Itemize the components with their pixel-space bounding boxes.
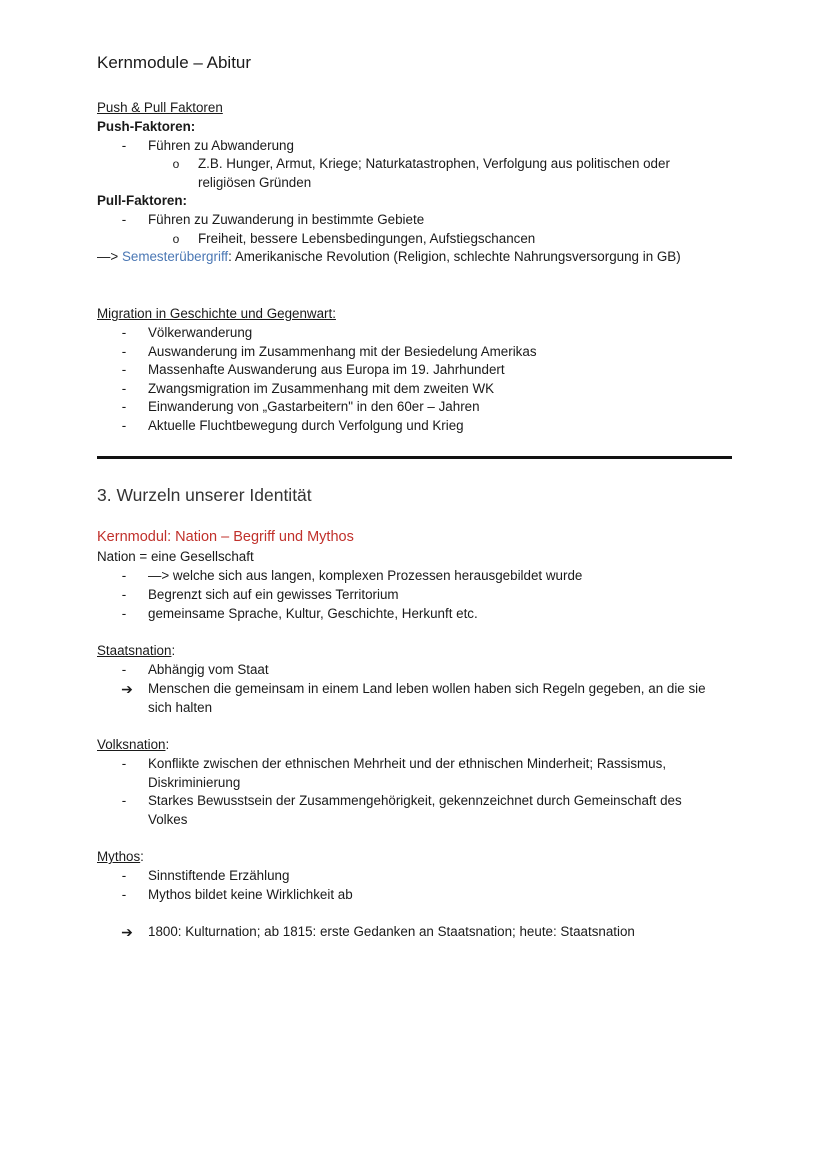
- list-item: Sinnstiftende Erzählung: [148, 868, 290, 883]
- cross-link: Semesterübergriff: [121, 249, 229, 264]
- list-item: Mythos bildet keine Wirklichkeit ab: [148, 887, 353, 902]
- list-item: Völkerwanderung: [148, 325, 253, 340]
- module-heading: Kernmodul: Nation – Begriff und Mythos: [97, 529, 354, 545]
- volksnation-item-1-line-1: Konflikte zwischen der ethnischen Mehrheit und der ethnischen Minderheit; Rassismus,: [148, 756, 667, 771]
- bullet-dash: -: [121, 662, 127, 677]
- push-sub-line-2: religiösen Gründen: [198, 175, 312, 190]
- bullet-dash: -: [121, 587, 127, 602]
- arrow-icon: ➔: [121, 681, 133, 697]
- bullet-dash: -: [121, 138, 127, 153]
- nation-definition: Nation = eine Gesellschaft: [97, 549, 254, 564]
- bullet-dash: -: [121, 399, 127, 414]
- volksnation-item-1-line-2: Diskriminierung: [148, 775, 241, 790]
- push-heading: Push-Faktoren:: [97, 119, 196, 134]
- list-item: Aktuelle Fluchtbewegung durch Verfolgung und Krieg: [148, 418, 464, 433]
- bullet-dash: -: [121, 887, 127, 902]
- list-item: Auswanderung im Zusammenhang mit der Besiedelung Amerikas: [148, 344, 537, 359]
- bullet-dash: -: [121, 793, 127, 808]
- volksnation-heading: Volksnation:: [97, 737, 170, 752]
- staatsnation-item: Abhängig vom Staat: [148, 662, 269, 677]
- bullet-dash: -: [121, 756, 127, 771]
- bullet-dash: -: [121, 868, 127, 883]
- volksnation-item-2-line-1: Starkes Bewusstsein der Zusammengehörigkeit, gekennzeichnet durch Gemeinschaft des: [148, 793, 682, 808]
- list-item: Begrenzt sich auf ein gewisses Territorium: [148, 587, 399, 602]
- bullet-circle: o: [172, 232, 180, 246]
- bullet-dash: -: [121, 381, 127, 396]
- push-pull-heading: Push & Pull Faktoren: [97, 100, 223, 115]
- staatsnation-heading: Staatsnation:: [97, 643, 176, 658]
- pull-heading: Pull-Faktoren:: [97, 193, 188, 208]
- pull-sub: Freiheit, bessere Lebensbedingungen, Aufstiegschancen: [198, 231, 536, 246]
- list-item: —> welche sich aus langen, komplexen Prozessen herausgebildet wurde: [148, 568, 583, 583]
- mythos-heading: Mythos:: [97, 849, 144, 864]
- list-item: Massenhafte Auswanderung aus Europa im 19. Jahrhundert: [148, 362, 505, 377]
- bullet-dash: -: [121, 418, 127, 433]
- bullet-dash: -: [121, 344, 127, 359]
- push-item: Führen zu Abwanderung: [148, 138, 294, 153]
- summary-line: 1800: Kulturnation; ab 1815: erste Gedanken an Staatsnation; heute: Staatsnation: [148, 924, 635, 939]
- bullet-dash: -: [121, 212, 127, 227]
- bullet-dash: -: [121, 325, 127, 340]
- section-divider: [97, 456, 732, 459]
- migration-heading: Migration in Geschichte und Gegenwart:: [97, 306, 336, 321]
- cross-arrow: —>: [97, 249, 119, 264]
- list-item: Einwanderung von „Gastarbeitern" in den 60er – Jahren: [148, 399, 480, 414]
- bullet-dash: -: [121, 362, 127, 377]
- cross-text: : Amerikanische Revolution (Religion, schlechte Nahrungsversorgung in GB): [228, 249, 681, 264]
- page-title: Kernmodule – Abitur: [97, 53, 252, 72]
- push-sub-line-1: Z.B. Hunger, Armut, Kriege; Naturkatastrophen, Verfolgung aus politischen oder: [198, 156, 670, 171]
- bullet-circle: o: [172, 157, 180, 171]
- staatsnation-arrow-line-2: sich halten: [148, 700, 213, 715]
- volksnation-item-2-line-2: Volkes: [148, 812, 188, 827]
- section-heading: 3. Wurzeln unserer Identität: [97, 485, 312, 505]
- bullet-dash: -: [121, 568, 127, 583]
- list-item: Zwangsmigration im Zusammenhang mit dem zweiten WK: [148, 381, 495, 396]
- arrow-icon: ➔: [121, 924, 133, 940]
- list-item: gemeinsame Sprache, Kultur, Geschichte, Herkunft etc.: [148, 606, 478, 621]
- pull-item: Führen zu Zuwanderung in bestimmte Gebiete: [148, 212, 425, 227]
- staatsnation-arrow-line-1: Menschen die gemeinsam in einem Land leben wollen haben sich Regeln gegeben, an die sie: [148, 681, 706, 696]
- cross-reference-line: [97, 248, 681, 266]
- bullet-dash: -: [121, 606, 127, 621]
